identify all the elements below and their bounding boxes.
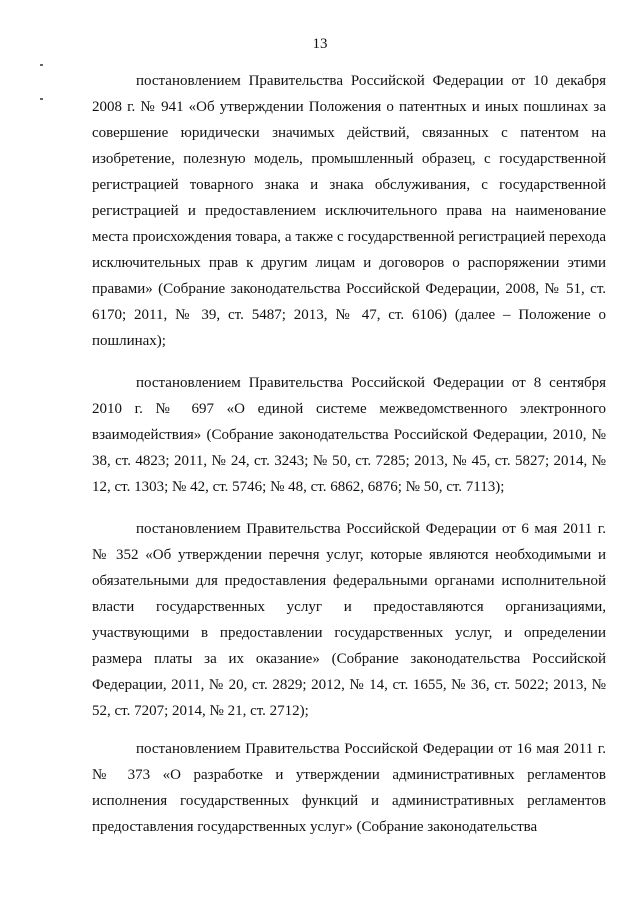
document-body [92, 68, 606, 840]
scan-mark [40, 98, 43, 100]
paragraph-4: постановлением Правительства Российской Федерации от 16 мая 2011 г. № 373 «О разработке и утверждении административных регламентов исполнения государственных функций и административных регламентов предоставления государственных услуг» (Собрание законодательства [92, 741, 606, 835]
paragraph-3: постановлением Правительства Российской Федерации от 6 мая 2011 г. № 352 «Об утверждении перечня услуг, которые являются необходимыми и обязательными для предоставления федеральными органами исполнительной власти государственных услуг и предоставляются организациями, участвующими в предоставлении государственных услуг, и определении размера платы за их оказание» (Собрание законодательства Российской Федерации, 2011, № 20, ст. 2829; 2012, № 14, ст. 1655, № 36, ст. 5022; 2013, № 52, ст. 7207; 2014, № 21, ст. 2712); [92, 521, 606, 719]
page-number: 13 [312, 36, 328, 52]
paragraph-2: постановлением Правительства Российской Федерации от 8 сентября 2010 г. № 697 «О единой системе межведомственного электронного взаимодействия» (Собрание законодательства Российской Федерации, 2010, № 38, ст. 4823; 2011, № 24, ст. 3243; № 50, ст. 7285; 2013, № 45, ст. 5827; 2014, № 12, ст. 1303; № 42, ст. 5746; № 48, ст. 6862, 6876; № 50, ст. 7113); [92, 375, 606, 495]
scan-mark [40, 64, 43, 66]
paragraph-1: постановлением Правительства Российской Федерации от 10 декабря 2008 г. № 941 «Об утверждении Положения о патентных и иных пошлинах за совершение юридически значимых действий, связанных с патентом на изобретение, полезную модель, промышленный образец, с государственной регистрацией товарного знака и знака обслуживания, с государственной регистрацией и предоставлением исключительного права на наименование места происхождения товара, а также с государственной регистрацией перехода исключительных прав к другим лицам и договоров о распоряжении этими правами» (Собрание законодательства Российской Федерации, 2008, № 51, ст. 6170; 2011, № 39, ст. 5487; 2013, № 47, ст. 6106) (далее – Положение о пошлинах); [92, 73, 606, 349]
